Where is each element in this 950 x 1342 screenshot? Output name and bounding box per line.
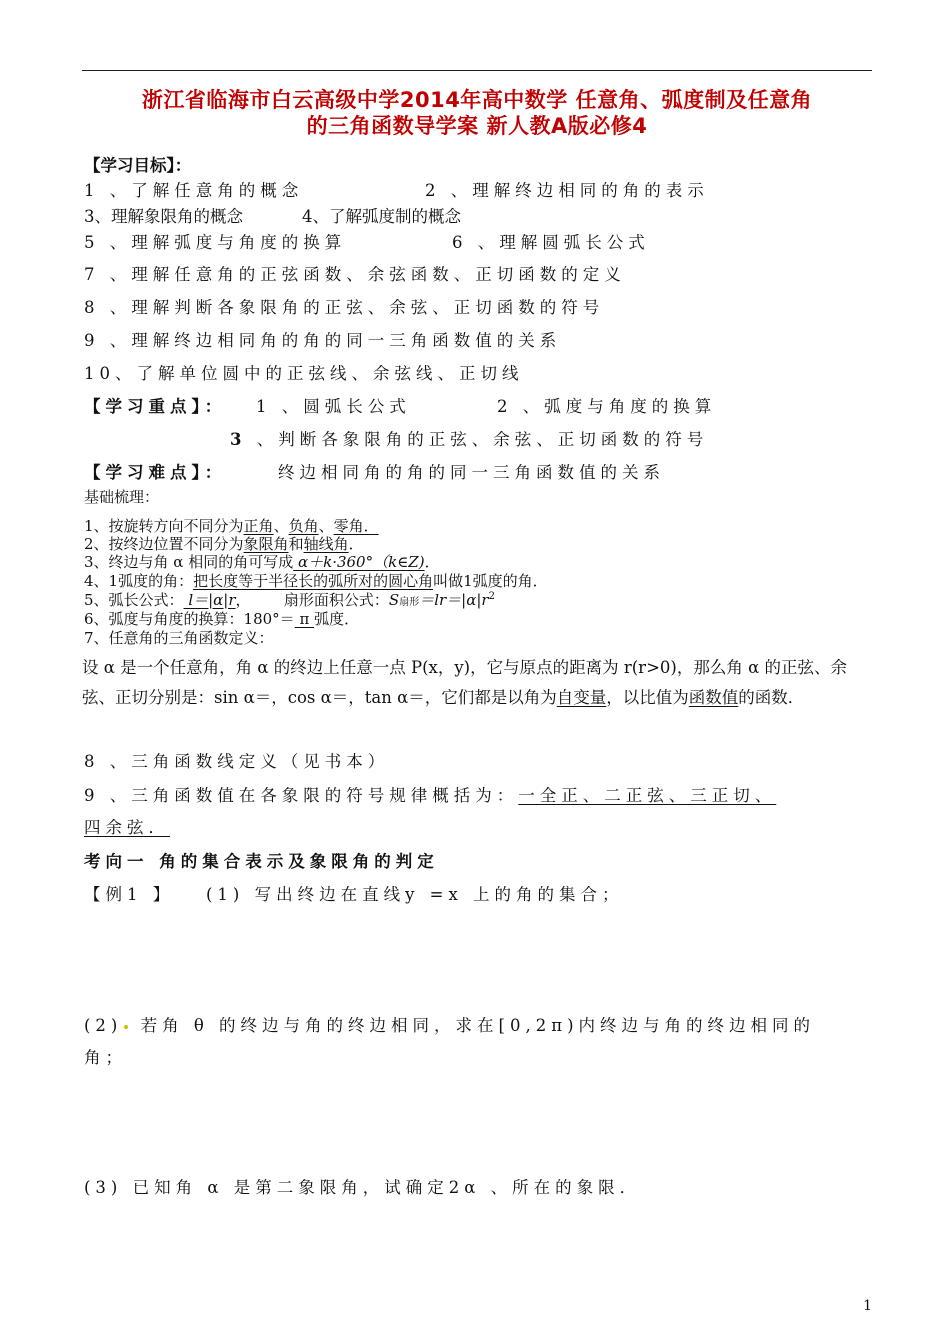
key-points-heading: 【学习重点】：	[84, 397, 227, 416]
marker-dot-icon	[124, 1025, 128, 1029]
key-point-1: 1 、圆弧长公式	[256, 397, 411, 416]
conversion-unit: 弧度．	[314, 610, 360, 628]
conversion-label: 6、弧度与角度的换算：180°＝	[84, 610, 295, 628]
period: ．	[348, 535, 364, 553]
question-2-number: (2)	[84, 1016, 123, 1035]
goal-item-8: 8 、理解判断各象限角的正弦、余弦、正切函数的符号	[84, 298, 605, 317]
basics-heading: 基础梳理：	[84, 488, 160, 506]
sector-area-label: ， 扇形面积公式：	[235, 591, 389, 609]
header-rule	[82, 70, 872, 71]
arc-length-formula: l＝|α|r	[183, 591, 236, 609]
document-title-line-2: 的三角函数导学案 新人教A版必修4	[306, 114, 648, 138]
basics-line-3-prefix: 3、终边与角 α 相同的角可写成	[84, 553, 294, 571]
sector-area-formula: ＝lr＝|α|r	[419, 591, 489, 609]
question-3: (3) 已知角 α 是第二象限角，试确定2α 、所在的象限．	[84, 1178, 642, 1197]
basics-line-9	[84, 782, 776, 806]
example-label: 【例1 】	[84, 885, 175, 904]
goal-item-5: 5 、理解弧度与角度的换算	[84, 233, 347, 252]
key-point-3-text: 、判断各象限角的正弦、余弦、正切函数的符号	[246, 430, 709, 449]
sign-rule-label: 9 、三角函数值在各象限的符号规律概括为：	[84, 786, 519, 805]
basics-line-4-suffix: 叫做1弧度的角．	[433, 572, 548, 590]
separator: 、	[273, 517, 289, 535]
key-point-3-number: 3	[230, 430, 247, 449]
period: ．	[424, 553, 440, 571]
coterminal-formula: α＋k·360°（k∈Z)	[293, 553, 425, 571]
basics-line-4-prefix: 4、1弧度的角：	[84, 572, 194, 590]
goal-item-10: 10、了解单位圆中的正弦线、余弦线、正切线	[84, 364, 524, 383]
goal-item-9: 9 、理解终边相同角的角的同一三角函数值的关系	[84, 331, 562, 350]
basics-line-2-prefix: 2、按终边位置不同分为	[84, 535, 244, 553]
independent-variable: 自变量	[556, 688, 607, 707]
quadrant-angle: 象限角	[243, 535, 289, 553]
question-2-continued: 角；	[84, 1048, 127, 1067]
arc-length-label: 5、弧长公式：	[84, 591, 184, 609]
basics-line-9-continued	[84, 814, 170, 838]
basics-line-5	[84, 589, 495, 610]
radian-definition: 把长度等于半径长的弧所对的圆心角	[193, 572, 434, 590]
key-point-3	[230, 426, 708, 450]
goals-heading: 【学习目标】：	[84, 156, 192, 175]
section-heading: 考向一 角的集合表示及象限角的判定	[84, 852, 439, 871]
basics-line-3	[84, 551, 440, 572]
function-value: 函数值	[688, 688, 739, 707]
sector-subscript: 扇形	[399, 597, 420, 608]
definition-text: 设 α 是一个任意角，角 α 的终边上任意一点 P(x，y)，它与原点的距离为 r(r>0)，那么角 α 的正弦、余弦、正切分别是：sin α＝，cos α＝，tan α＝，它们都是以角为	[82, 658, 847, 707]
basics-line-6	[84, 608, 359, 629]
basics-line-1-prefix: 1、按旋转方向不同分为	[84, 517, 244, 535]
pi-value: π	[294, 610, 315, 628]
sign-rule-text: 四余弦．	[84, 818, 170, 837]
exponent: 2	[488, 591, 495, 602]
goal-item-2: 2 、理解终边相同的角的表示	[425, 181, 709, 200]
basics-line-7: 7、任意角的三角函数定义：	[84, 629, 274, 647]
key-point-2: 2 、弧度与角度的换算	[497, 397, 717, 416]
conjunction: 和	[288, 535, 304, 553]
goal-item-3: 3、理解象限角的概念	[84, 207, 243, 226]
definition-text: 的函数．	[738, 688, 805, 707]
basics-line-8: 8 、三角函数线定义（见书本）	[84, 752, 390, 771]
difficulty-text: 终边相同角的角的同一三角函数值的关系	[278, 463, 665, 482]
question-2-text: 若角 θ 的终边与角的终边相同，求在[0,2π)内终边与角的终边相同的	[140, 1016, 816, 1035]
trig-definition-paragraph	[82, 653, 872, 713]
basics-line-4	[84, 570, 548, 591]
document-title-line-1: 浙江省临海市白云高级中学2014年高中数学 任意角、弧度制及任意角	[141, 88, 813, 112]
zero-angle: 零角．	[333, 517, 379, 535]
positive-angle: 正角	[243, 517, 274, 535]
axis-angle: 轴线角	[303, 535, 349, 553]
sign-rule-text: 一全正、二正弦、三正切、	[518, 786, 777, 805]
goal-item-6: 6 、理解圆弧长公式	[452, 233, 650, 252]
negative-angle: 负角	[288, 517, 319, 535]
question-2	[84, 1012, 815, 1036]
separator: 、	[318, 517, 334, 535]
definition-text: ，以比值为	[606, 688, 689, 707]
page-number: 1	[863, 1298, 872, 1314]
difficulty-heading: 【学习难点】：	[84, 463, 227, 482]
question-1: (1) 写出终边在直线y =x 上的角的集合；	[206, 885, 624, 904]
goal-item-1: 1 、了解任意角的概念	[84, 181, 304, 200]
goal-item-7: 7 、理解任意角的正弦函数、余弦函数、正切函数的定义	[84, 265, 626, 284]
goal-item-4: 4、了解弧度制的概念	[302, 207, 461, 226]
sector-area-symbol: S	[388, 591, 400, 609]
